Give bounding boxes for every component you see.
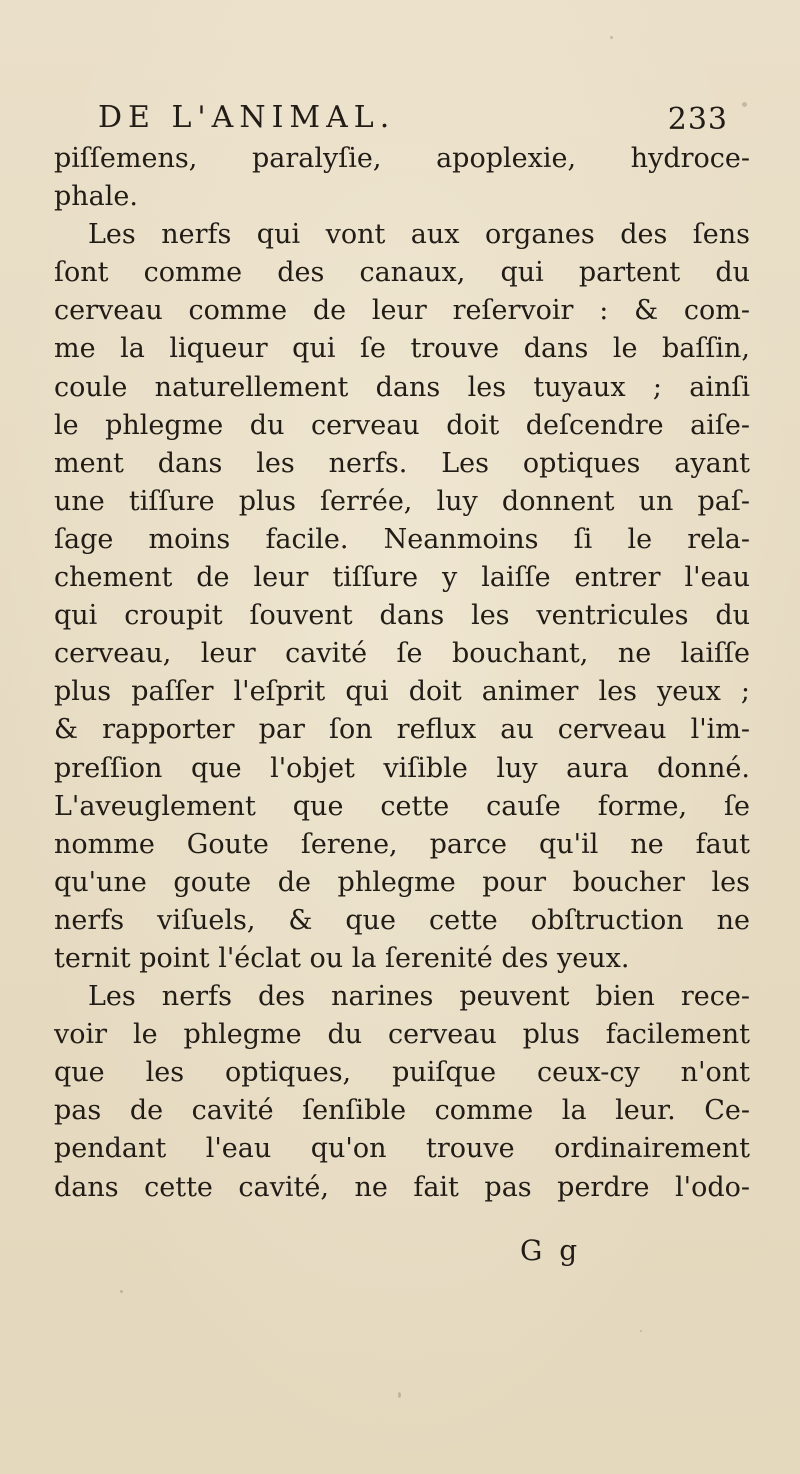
text-line: que les optiques, puiſque ceux-cy n'ont — [54, 1057, 750, 1089]
text-line: ſont comme des canaux, qui partent du — [54, 257, 750, 289]
text-line: phale. — [54, 181, 138, 213]
text-line: cerveau comme de leur reſervoir : & com- — [54, 295, 750, 327]
text-line: nomme Goute ſerene, parce qu'il ne faut — [54, 828, 750, 860]
running-title: DE L'ANIMAL. — [98, 100, 396, 135]
signature-mark: G g — [520, 1234, 582, 1267]
body-text — [54, 140, 750, 1207]
text-line: coule naturellement dans les tuyaux ; ainſi — [54, 371, 750, 403]
text-line: preſſion que l'objet viſible luy aura donné. — [54, 752, 750, 784]
text-line: nerfs viſuels, & que cette obſtruction ne — [54, 904, 750, 936]
text-line: me la liqueur qui ſe trouve dans le baſſin, — [54, 333, 750, 365]
text-line: ment dans les nerfs. Les optiques ayant — [54, 447, 750, 479]
text-line: ſage moins facile. Neanmoins ſi le rela- — [54, 523, 750, 555]
text-line: dans cette cavité, ne fait pas perdre l'odo- — [54, 1171, 750, 1203]
text-line: le phlegme du cerveau doit deſcendre aiſe- — [54, 409, 750, 441]
text-line: Les nerfs qui vont aux organes des ſens — [88, 219, 750, 251]
text-line: pendant l'eau qu'on trouve ordinairement — [54, 1133, 750, 1165]
text-line: Les nerfs des narines peuvent bien rece- — [88, 981, 750, 1013]
text-line: cerveau, leur cavité ſe bouchant, ne laiſſe — [54, 638, 750, 670]
text-line: voir le phlegme du cerveau plus facilement — [54, 1019, 750, 1051]
text-line: pas de cavité ſenſible comme la leur. Ce- — [54, 1095, 750, 1127]
text-line: L'aveuglement que cette cauſe forme, ſe — [54, 790, 750, 822]
text-line: plus paſſer l'eſprit qui doit animer les yeux ; — [54, 676, 750, 708]
text-line: ternit point l'éclat ou la ſerenité des yeux. — [54, 942, 630, 974]
text-line: une tiſſure plus ſerrée, luy donnent un paſ- — [54, 485, 750, 517]
text-line: qu'une goute de phlegme pour boucher les — [54, 866, 750, 898]
text-line: qui croupit ſouvent dans les ventricules du — [54, 600, 750, 632]
text-line: piſſemens, paralyſie, apoplexie, hydroce- — [54, 143, 750, 174]
text-line: chement de leur tiſſure y laiſſe entrer l'eau — [54, 562, 750, 594]
text-line: & rapporter par ſon reflux au cerveau l'im- — [54, 714, 750, 746]
page-number: 233 — [667, 102, 728, 137]
